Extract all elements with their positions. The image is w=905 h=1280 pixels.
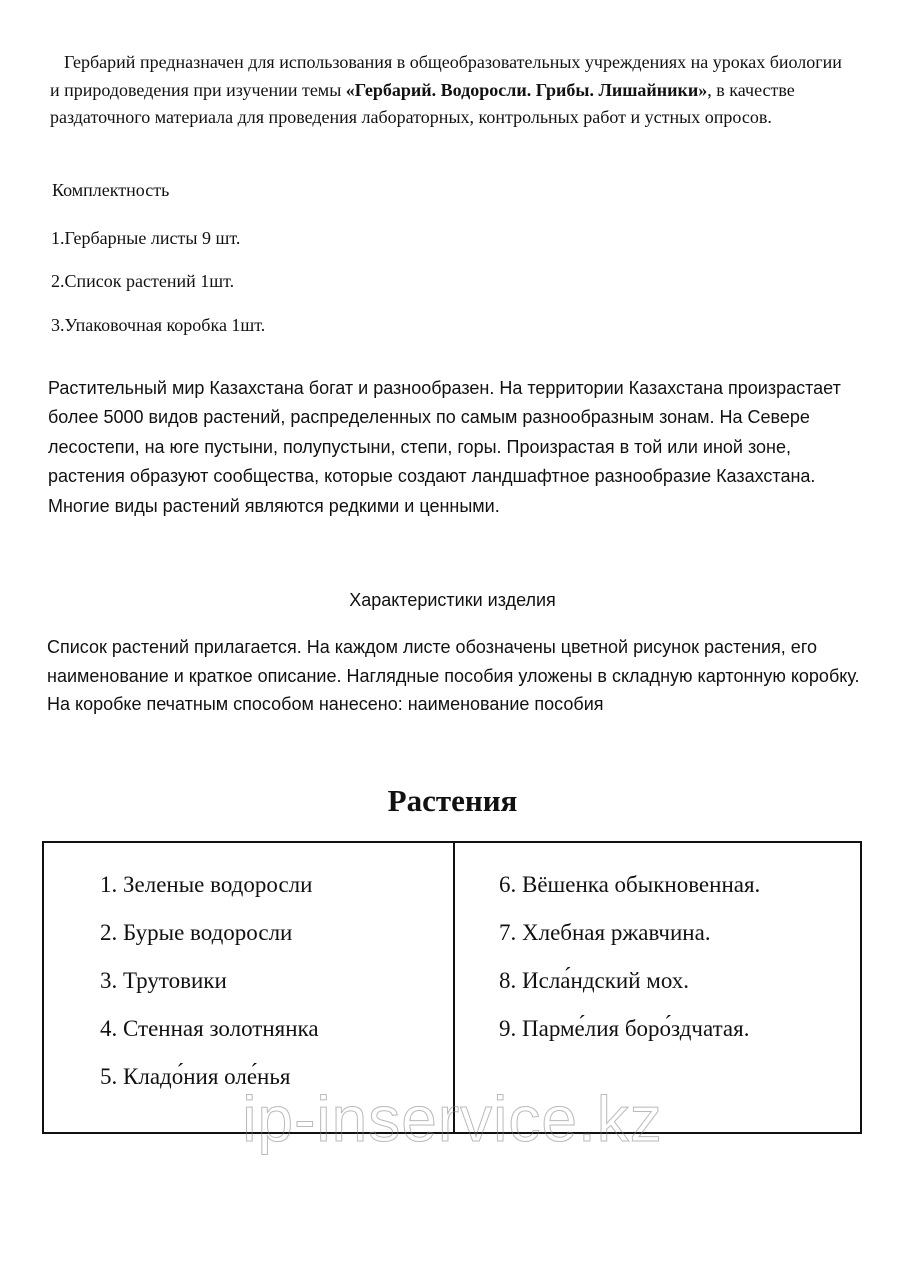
watermark: ip-inservice.kz xyxy=(242,1083,663,1155)
plant-item: 8. Исла́ндский мох. xyxy=(499,968,689,993)
plant-item: 9. Парме́лия боро́здчатая. xyxy=(499,1016,750,1041)
characteristics-paragraph: Список растений прилагается. На каждом листе обозначены цветной рисунок растения, его наименование и краткое описание. Наглядные пособия уложены в складную картонную коробку. На коробке печатным способом нанесено: наименование пособия xyxy=(47,637,860,714)
kazakhstan-paragraph: Растительный мир Казахстана богат и разнообразен. На территории Казахстана произрастает более 5000 видов растений, распределенных по самым разнообразным зонам. На Севере лесостепи, на юге пустыни, полупустыни, степи, горы. Произрастая в той или иной зоне, растения образуют сообщества, которые создают ландшафтное разнообразие Казахстана. Многие виды растений являются редкими и ценными. xyxy=(48,378,841,516)
plant-item: 1. Зеленые водоросли xyxy=(100,872,313,897)
plant-item: 7. Хлебная ржавчина. xyxy=(499,920,711,945)
plants-list-right xyxy=(499,871,760,1063)
intro-text: Гербарий предназначен для использования в общеобразовательных учреждениях на уроках биологии и природоведения при изучении темы xyxy=(50,52,842,100)
kit-item: 1.Гербарные листы 9 шт. xyxy=(51,228,241,248)
plant-item: 2. Бурые водоросли xyxy=(100,920,293,945)
plant-item: 3. Трутовики xyxy=(100,968,227,993)
characteristics-title: Характеристики изделия xyxy=(349,590,556,610)
intro-topic: «Гербарий. Водоросли. Грибы. Лишайники» xyxy=(345,79,708,100)
kit-title: Комплектность xyxy=(52,180,170,200)
plants-heading: Растения xyxy=(387,783,518,818)
intro-text-end: , в качестве раздаточного материала для проведения лабораторных, контрольных работ и устных опросов. xyxy=(50,79,795,127)
kit-item: 3.Упаковочная коробка 1шт. xyxy=(51,315,266,335)
plant-item: 4. Стенная золотнянка xyxy=(100,1016,319,1041)
table-divider xyxy=(453,843,455,1132)
plants-table xyxy=(42,841,862,1134)
intro-paragraph xyxy=(50,49,850,132)
plants-list-left xyxy=(100,871,319,1111)
kit-item: 2.Список растений 1шт. xyxy=(51,271,235,291)
plant-item: 5. Кладо́ния оле́нья xyxy=(100,1064,291,1089)
plant-item: 6. Вёшенка обыкновенная. xyxy=(499,872,761,897)
